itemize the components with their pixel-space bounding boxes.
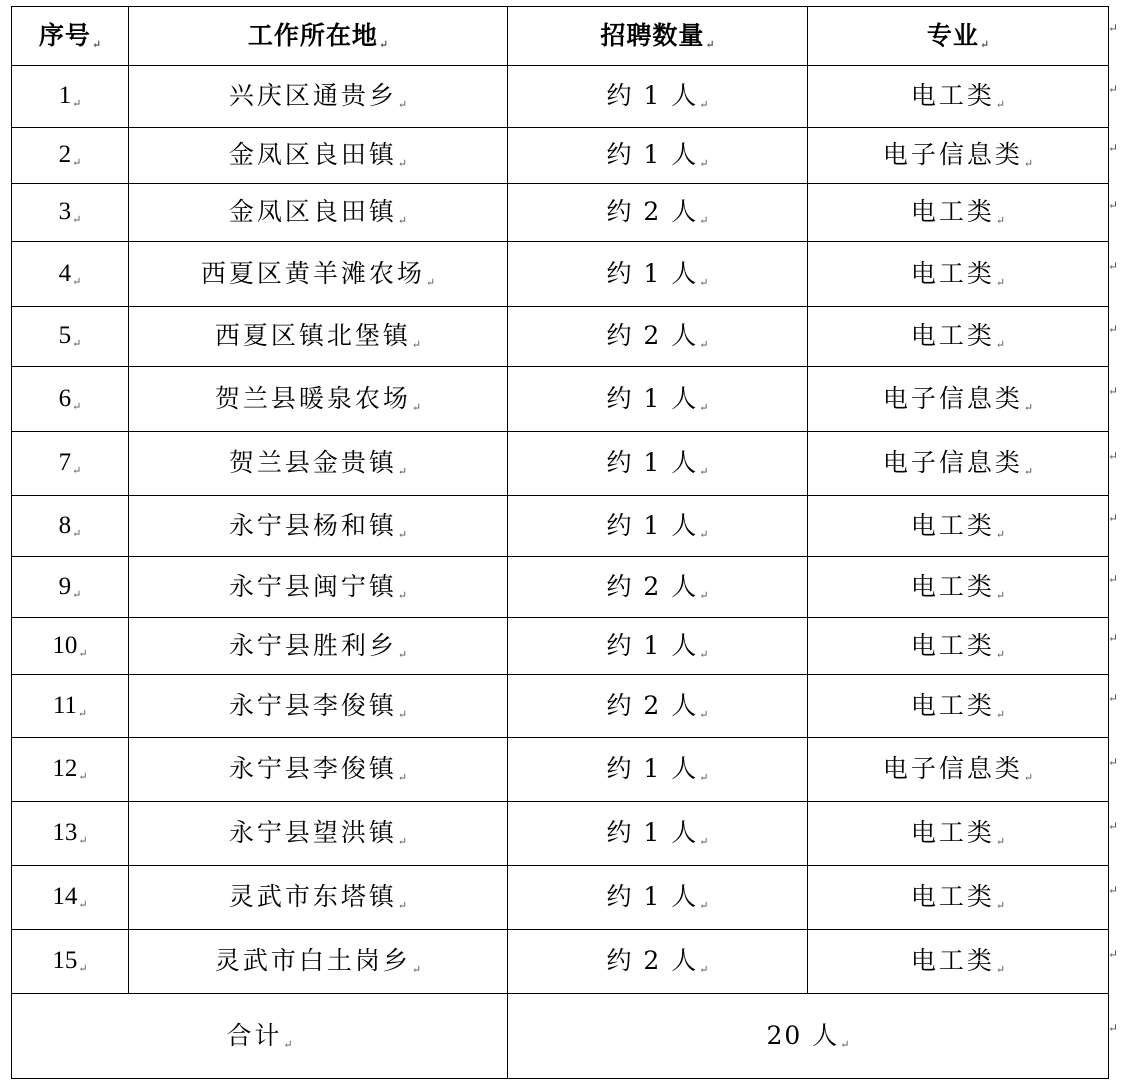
row-end-mark: ↵	[1108, 631, 1119, 645]
cell-count: 约 1 人↵	[508, 367, 808, 432]
table-row	[12, 496, 1109, 557]
paragraph-mark: ↵	[72, 214, 82, 226]
row-end-mark: ↵	[1108, 818, 1119, 833]
paragraph-mark: ↵	[1023, 157, 1034, 170]
paragraph-mark: ↵	[699, 465, 709, 478]
cell-seq: 1↵	[12, 66, 129, 128]
paragraph-mark: ↵	[995, 899, 1006, 912]
cell-seq: 12↵	[12, 738, 129, 802]
paragraph-mark: ↵	[699, 527, 709, 541]
cell-count: 约 1 人↵	[508, 738, 808, 802]
cell-location: 永宁县李俊镇↵	[129, 675, 508, 738]
paragraph-mark: ↵	[699, 157, 709, 170]
paragraph-mark: ↵	[411, 963, 422, 976]
paragraph-mark: ↵	[77, 707, 88, 720]
cell-major: 电子信息类↵	[808, 738, 1109, 802]
cell-major: 电子信息类↵	[808, 128, 1109, 184]
cell-location: 永宁县胜利乡↵	[129, 618, 508, 675]
paragraph-mark: ↵	[699, 899, 709, 912]
cell-location: 永宁县望洪镇↵	[129, 802, 508, 866]
cell-seq: 15↵	[12, 930, 129, 994]
paragraph-mark: ↵	[1023, 465, 1034, 478]
cell-major: 电工类↵	[808, 66, 1109, 128]
paragraph-mark: ↵	[72, 588, 82, 601]
row-end-mark: ↵	[1108, 21, 1119, 35]
paragraph-mark: ↵	[411, 338, 422, 351]
paragraph-mark: ↵	[72, 98, 82, 110]
paragraph-mark: ↵	[699, 963, 709, 976]
cell-major: 电工类↵	[808, 184, 1109, 242]
cell-major: 电工类↵	[808, 802, 1109, 866]
cell-major: 电子信息类↵	[808, 367, 1109, 432]
cell-location: 贺兰县暖泉农场↵	[129, 367, 508, 432]
table-body	[12, 66, 1109, 994]
cell-major: 电工类↵	[808, 930, 1109, 994]
cell-seq: 2↵	[12, 128, 129, 184]
paragraph-mark: ↵	[72, 157, 82, 169]
paragraph-mark: ↵	[397, 899, 408, 912]
cell-count: 约 2 人↵	[508, 184, 808, 242]
paragraph-mark: ↵	[397, 707, 408, 721]
paragraph-mark: ↵	[1023, 400, 1034, 414]
paragraph-mark: ↵	[699, 275, 709, 289]
cell-major: 电工类↵	[808, 242, 1109, 307]
paragraph-mark: ↵	[699, 98, 709, 111]
cell-major: 电工类↵	[808, 496, 1109, 557]
cell-seq: 9↵	[12, 557, 129, 618]
paragraph-mark: ↵	[425, 275, 436, 289]
header-row	[12, 7, 1109, 66]
cell-location: 永宁县闽宁镇↵	[129, 557, 508, 618]
cell-count: 约 1 人↵	[508, 128, 808, 184]
paragraph-mark: ↵	[78, 899, 88, 911]
paragraph-mark: ↵	[72, 338, 82, 350]
cell-location: 永宁县李俊镇↵	[129, 738, 508, 802]
cell-major: 电工类↵	[808, 618, 1109, 675]
cell-count: 约 1 人↵	[508, 432, 808, 496]
cell-location: 金凤区良田镇↵	[129, 128, 508, 184]
table-row	[12, 128, 1109, 184]
row-end-mark: ↵	[1108, 321, 1119, 336]
cell-major: 电工类↵	[808, 557, 1109, 618]
row-end-mark: ↵	[1108, 1021, 1119, 1035]
cell-location: 灵武市白土岗乡↵	[129, 930, 508, 994]
total-label: 合计↵	[12, 994, 508, 1079]
paragraph-mark: ↵	[995, 338, 1006, 351]
cell-seq: 10↵	[12, 618, 129, 675]
paragraph-mark: ↵	[699, 588, 709, 602]
cell-location: 西夏区镇北堡镇↵	[129, 307, 508, 367]
paragraph-mark: ↵	[699, 707, 709, 721]
cell-count: 约 1 人↵	[508, 866, 808, 930]
table-row	[12, 738, 1109, 802]
paragraph-mark: ↵	[699, 338, 709, 351]
cell-location: 西夏区黄羊滩农场↵	[129, 242, 508, 307]
table-row	[12, 367, 1109, 432]
paragraph-mark: ↵	[699, 214, 709, 227]
paragraph-mark: ↵	[1023, 771, 1034, 784]
table-row	[12, 307, 1109, 367]
table-row	[12, 866, 1109, 930]
cell-count: 约 1 人↵	[508, 496, 808, 557]
table-row	[12, 557, 1109, 618]
table-row	[12, 432, 1109, 496]
total-row	[12, 994, 1109, 1079]
table-row	[12, 675, 1109, 738]
cell-count: 约 2 人↵	[508, 675, 808, 738]
cell-seq: 13↵	[12, 802, 129, 866]
paragraph-mark: ↵	[397, 647, 408, 661]
paragraph-mark: ↵	[995, 98, 1006, 111]
cell-location: 兴庆区通贵乡↵	[129, 66, 508, 128]
paragraph-mark: ↵	[397, 771, 408, 784]
cell-seq: 5↵	[12, 307, 129, 367]
paragraph-mark: ↵	[72, 527, 82, 540]
paragraph-mark: ↵	[995, 527, 1006, 541]
recruitment-table	[11, 6, 1109, 1079]
paragraph-mark: ↵	[397, 157, 408, 170]
paragraph-mark: ↵	[397, 835, 408, 848]
header-location: 工作所在地↵	[129, 7, 508, 66]
row-end-mark: ↵	[1108, 384, 1119, 398]
row-end-mark: ↵	[1108, 448, 1119, 463]
paragraph-mark: ↵	[72, 400, 82, 413]
paragraph-mark: ↵	[699, 400, 709, 414]
paragraph-mark: ↵	[72, 275, 82, 288]
paragraph-mark: ↵	[397, 527, 408, 541]
row-end-mark: ↵	[1108, 946, 1119, 961]
table-row	[12, 930, 1109, 994]
cell-count: 约 1 人↵	[508, 618, 808, 675]
paragraph-mark: ↵	[397, 465, 408, 478]
paragraph-mark: ↵	[995, 214, 1006, 227]
cell-major: 电工类↵	[808, 307, 1109, 367]
paragraph-mark: ↵	[411, 400, 422, 414]
paragraph-mark: ↵	[699, 835, 709, 848]
cell-location: 永宁县杨和镇↵	[129, 496, 508, 557]
paragraph-mark: ↵	[72, 465, 82, 477]
cell-seq: 4↵	[12, 242, 129, 307]
table-row	[12, 802, 1109, 866]
paragraph-mark: ↵	[397, 98, 408, 111]
cell-seq: 11↵	[12, 675, 129, 738]
cell-seq: 3↵	[12, 184, 129, 242]
row-end-mark: ↵	[1108, 140, 1119, 155]
row-end-mark: ↵	[1108, 197, 1119, 212]
paragraph-mark: ↵	[995, 275, 1006, 289]
row-end-mark: ↵	[1108, 81, 1119, 96]
paragraph-mark: ↵	[397, 588, 408, 602]
row-end-mark: ↵	[1108, 691, 1119, 705]
header-seq: 序号↵	[12, 7, 129, 66]
paragraph-mark: ↵	[78, 771, 88, 783]
cell-major: 电工类↵	[808, 866, 1109, 930]
cell-seq: 14↵	[12, 866, 129, 930]
total-value: 20 人↵	[508, 994, 1109, 1079]
cell-seq: 8↵	[12, 496, 129, 557]
paragraph-mark: ↵	[699, 771, 709, 784]
paragraph-mark: ↵	[397, 214, 408, 227]
cell-count: 约 1 人↵	[508, 242, 808, 307]
paragraph-mark: ↵	[699, 647, 709, 661]
row-end-mark: ↵	[1108, 754, 1119, 769]
cell-count: 约 2 人↵	[508, 930, 808, 994]
row-end-mark: ↵	[1108, 882, 1119, 897]
paragraph-mark: ↵	[995, 963, 1006, 976]
paragraph-mark: ↵	[78, 835, 88, 847]
cell-count: 约 1 人↵	[508, 802, 808, 866]
paragraph-mark: ↵	[995, 588, 1006, 602]
paragraph-mark: ↵	[78, 963, 88, 975]
cell-major: 电子信息类↵	[808, 432, 1109, 496]
row-end-mark: ↵	[1108, 511, 1119, 525]
row-end-mark: ↵	[1108, 259, 1119, 273]
cell-location: 灵武市东塔镇↵	[129, 866, 508, 930]
cell-location: 贺兰县金贵镇↵	[129, 432, 508, 496]
table-row	[12, 618, 1109, 675]
cell-count: 约 1 人↵	[508, 66, 808, 128]
paragraph-mark: ↵	[995, 835, 1006, 848]
paragraph-mark: ↵	[995, 707, 1006, 721]
cell-count: 约 2 人↵	[508, 557, 808, 618]
table-row	[12, 184, 1109, 242]
paragraph-mark: ↵	[995, 647, 1006, 661]
paragraph-mark: ↵	[78, 647, 88, 660]
header-major: 专业↵	[808, 7, 1109, 66]
header-count: 招聘数量↵	[508, 7, 808, 66]
cell-major: 电工类↵	[808, 675, 1109, 738]
cell-seq: 7↵	[12, 432, 129, 496]
cell-count: 约 2 人↵	[508, 307, 808, 367]
row-end-mark: ↵	[1108, 572, 1119, 586]
table-row	[12, 66, 1109, 128]
table-row	[12, 242, 1109, 307]
cell-seq: 6↵	[12, 367, 129, 432]
cell-location: 金凤区良田镇↵	[129, 184, 508, 242]
